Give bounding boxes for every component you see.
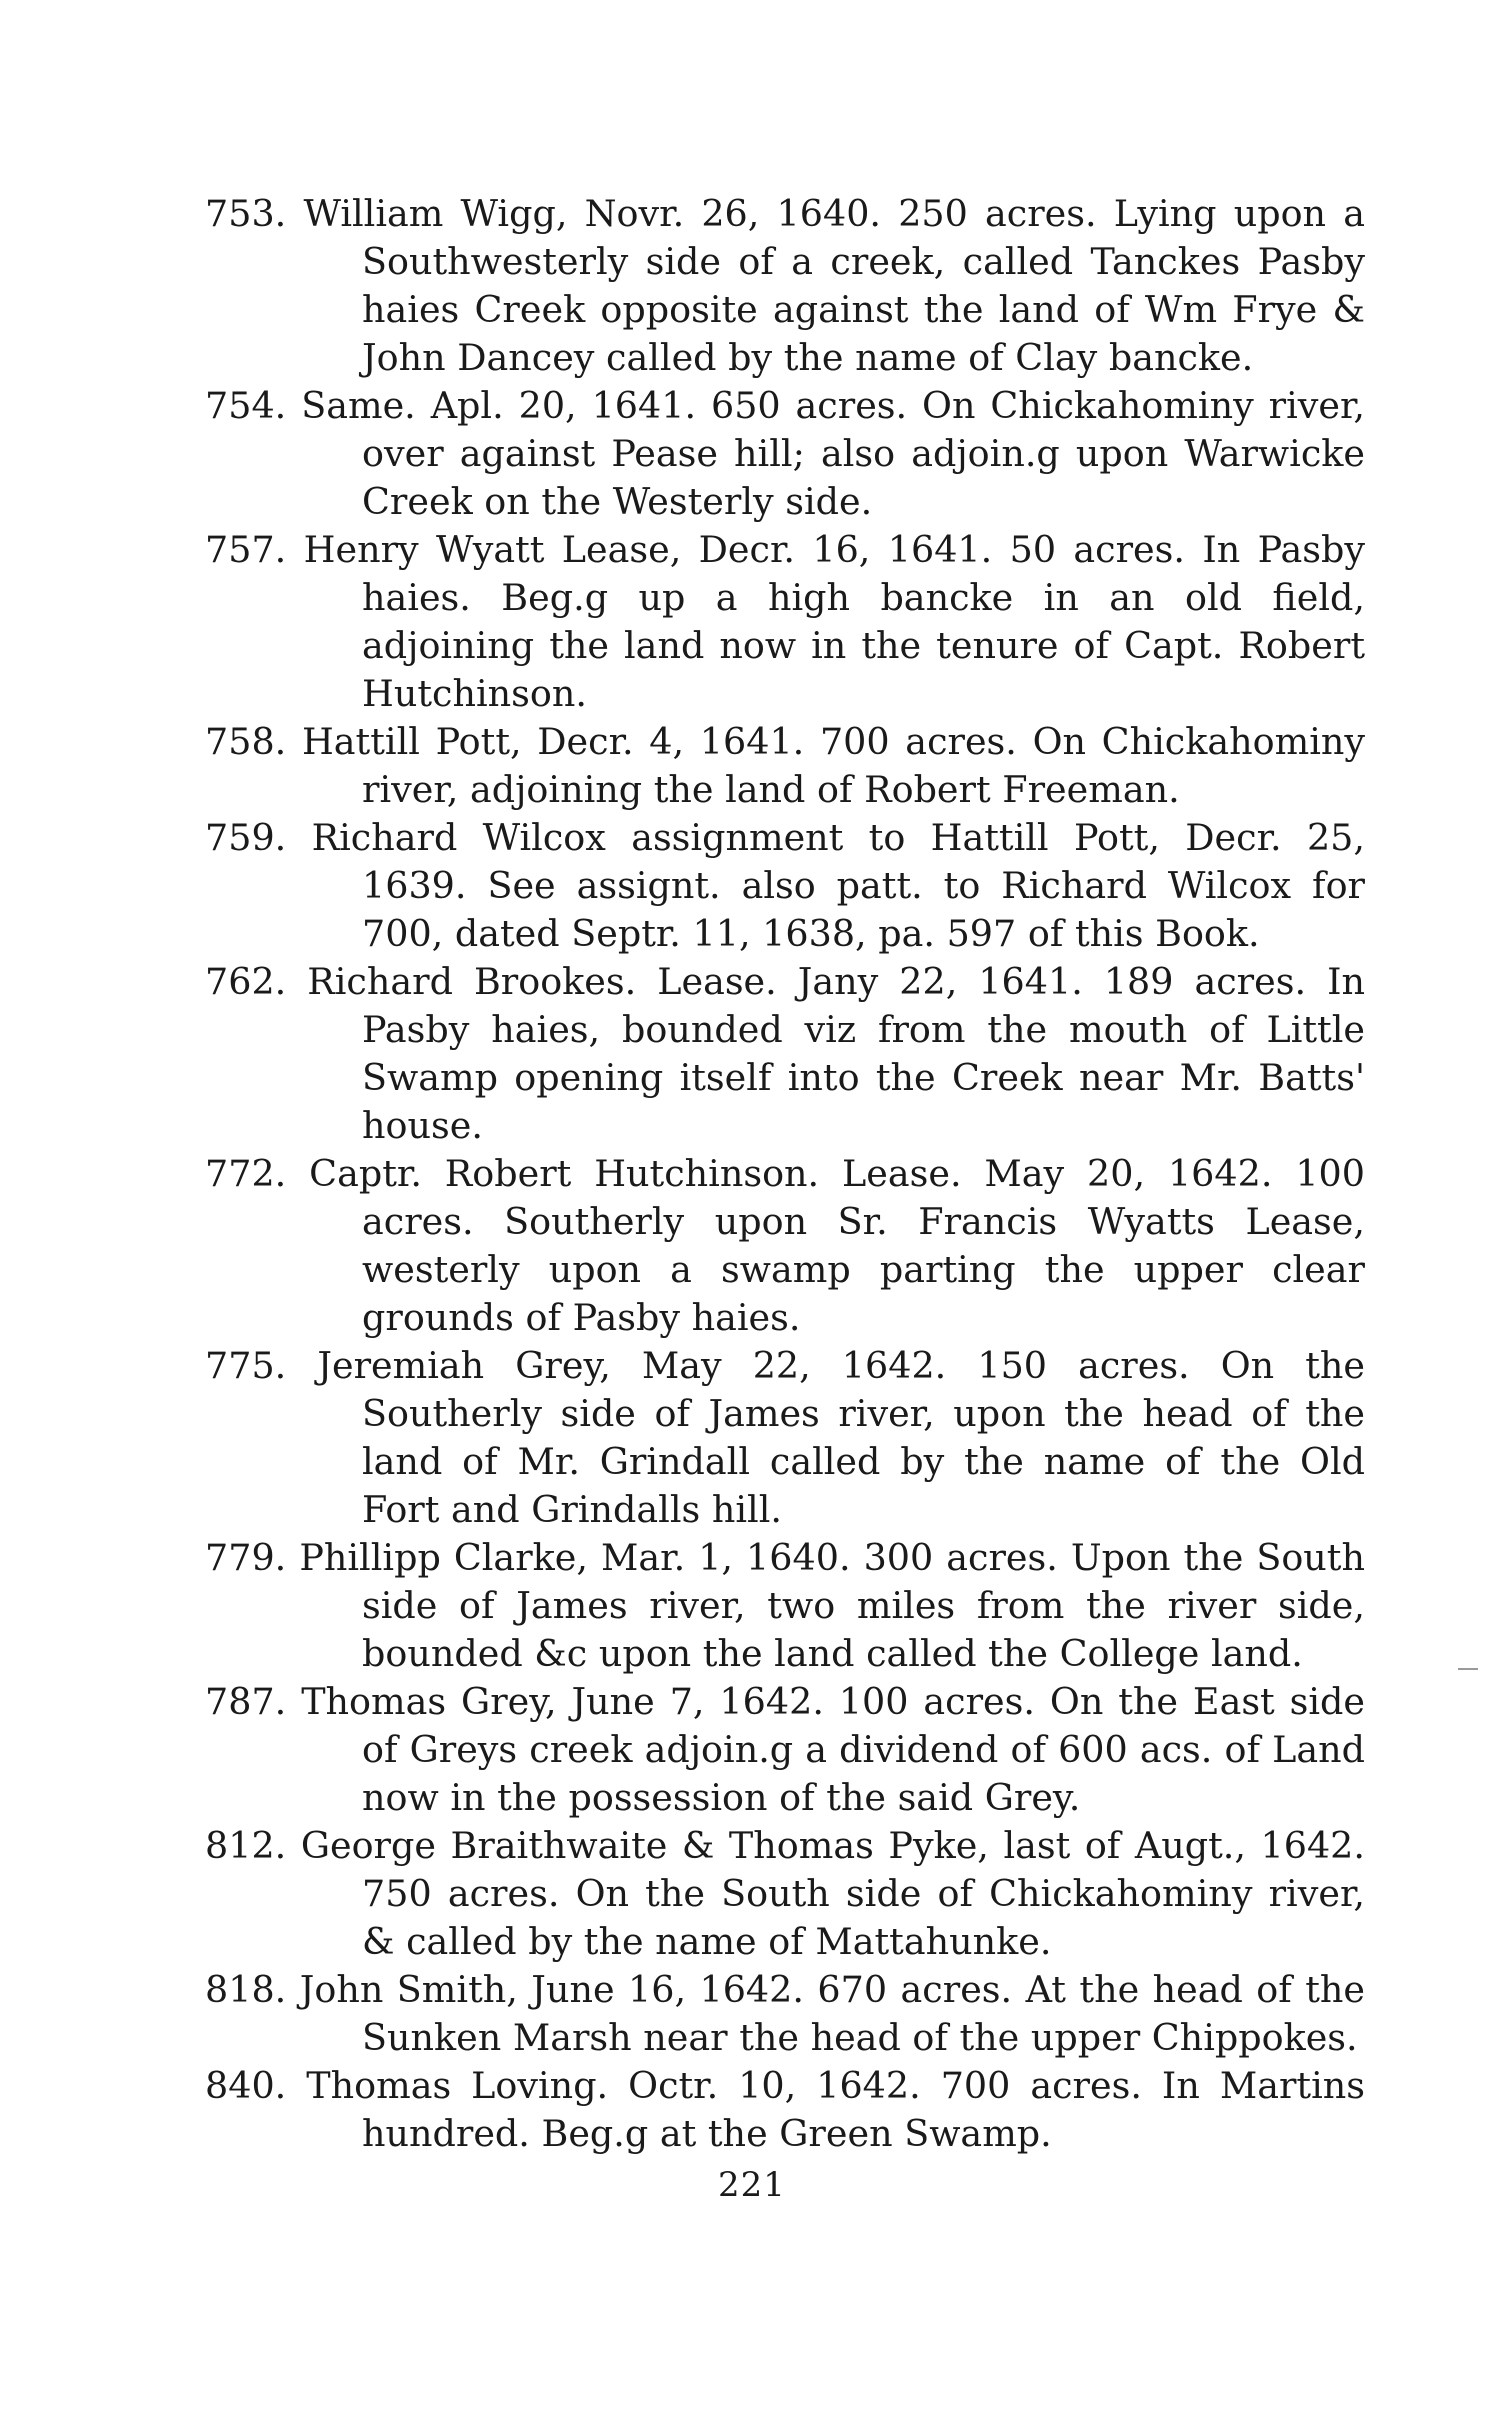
entry-812 xyxy=(205,1822,1365,1966)
entry-text: William Wigg, Novr. 26, 1640. 250 acres. Lying upon a Southwesterly side of a creek, called Tanckes Pasby haies Creek opposite against the land of Wm Frye & John Dancey called by the name of Clay bancke. xyxy=(303,192,1365,379)
entry-text: Same. Apl. 20, 1641. 650 acres. On Chickahominy river, over against Pease hill; also adjoin.g upon Warwicke Creek on the Westerly side. xyxy=(301,384,1366,523)
entry-818 xyxy=(205,1966,1365,2062)
entry-number: 762. xyxy=(205,960,287,1003)
entry-text: Richard Brookes. Lease. Jany 22, 1641. 189 acres. In Pasby haies, bounded viz from the mouth of Little Swamp opening itself into the Creek near Mr. Batts' house. xyxy=(307,960,1365,1147)
entry-number: 818. xyxy=(205,1968,287,2011)
entry-753 xyxy=(205,190,1365,382)
entry-text: Thomas Loving. Octr. 10, 1642. 700 acres. In Martins hundred. Beg.g at the Green Swamp. xyxy=(306,2064,1365,2155)
entry-758 xyxy=(205,718,1365,814)
entry-762 xyxy=(205,958,1365,1150)
page-number: 221 xyxy=(718,2165,786,2205)
entry-number: 812. xyxy=(205,1824,287,1867)
entry-number: 753. xyxy=(205,192,287,235)
patent-list xyxy=(205,190,1365,2158)
entry-775 xyxy=(205,1342,1365,1534)
entry-text: Henry Wyatt Lease, Decr. 16, 1641. 50 acres. In Pasby haies. Beg.g up a high bancke in an old field, adjoining the land now in the tenure of Capt. Robert Hutchinson. xyxy=(303,528,1365,715)
entry-text: Thomas Grey, June 7, 1642. 100 acres. On the East side of Greys creek adjoin.g a dividend of 600 acs. of Land now in the possession of the said Grey. xyxy=(301,1680,1366,1819)
entry-757 xyxy=(205,526,1365,718)
entry-772 xyxy=(205,1150,1365,1342)
entry-number: 840. xyxy=(205,2064,287,2107)
entry-number: 758. xyxy=(205,720,287,763)
entry-779 xyxy=(205,1534,1365,1678)
margin-mark xyxy=(1458,1668,1478,1670)
entry-number: 775. xyxy=(205,1344,287,1387)
entry-number: 779. xyxy=(205,1536,287,1579)
entry-text: Jeremiah Grey, May 22, 1642. 150 acres. On the Southerly side of James river, upon the head of the land of Mr. Grindall called by the name of the Old Fort and Grindalls hill. xyxy=(317,1344,1365,1531)
entry-787 xyxy=(205,1678,1365,1822)
entry-text: Phillipp Clarke, Mar. 1, 1640. 300 acres. Upon the South side of James river, two miles from the river side, bounded &c upon the land called the College land. xyxy=(299,1536,1365,1675)
entry-text: John Smith, June 16, 1642. 670 acres. At the head of the Sunken Marsh near the head of the upper Chippokes. xyxy=(299,1968,1365,2059)
entry-number: 757. xyxy=(205,528,287,571)
entry-text: Captr. Robert Hutchinson. Lease. May 20, 1642. 100 acres. Southerly upon Sr. Francis Wyatts Lease, westerly upon a swamp parting the upper clear grounds of Pasby haies. xyxy=(309,1152,1365,1339)
entry-number: 754. xyxy=(205,384,287,427)
entry-text: George Braithwaite & Thomas Pyke, last of Augt., 1642. 750 acres. On the South side of Chickahominy river, & called by the name of Mattahunke. xyxy=(300,1824,1365,1963)
entry-number: 772. xyxy=(205,1152,287,1195)
entry-number: 787. xyxy=(205,1680,287,1723)
entry-840 xyxy=(205,2062,1365,2158)
entry-754 xyxy=(205,382,1365,526)
entry-text: Hattill Pott, Decr. 4, 1641. 700 acres. On Chickahominy river, adjoining the land of Robert Freeman. xyxy=(301,720,1365,811)
entry-759 xyxy=(205,814,1365,958)
entry-number: 759. xyxy=(205,816,287,859)
entry-text: Richard Wilcox assignment to Hattill Pott, Decr. 25, 1639. See assignt. also patt. to Richard Wilcox for 700, dated Septr. 11, 1638, pa. 597 of this Book. xyxy=(311,816,1365,955)
